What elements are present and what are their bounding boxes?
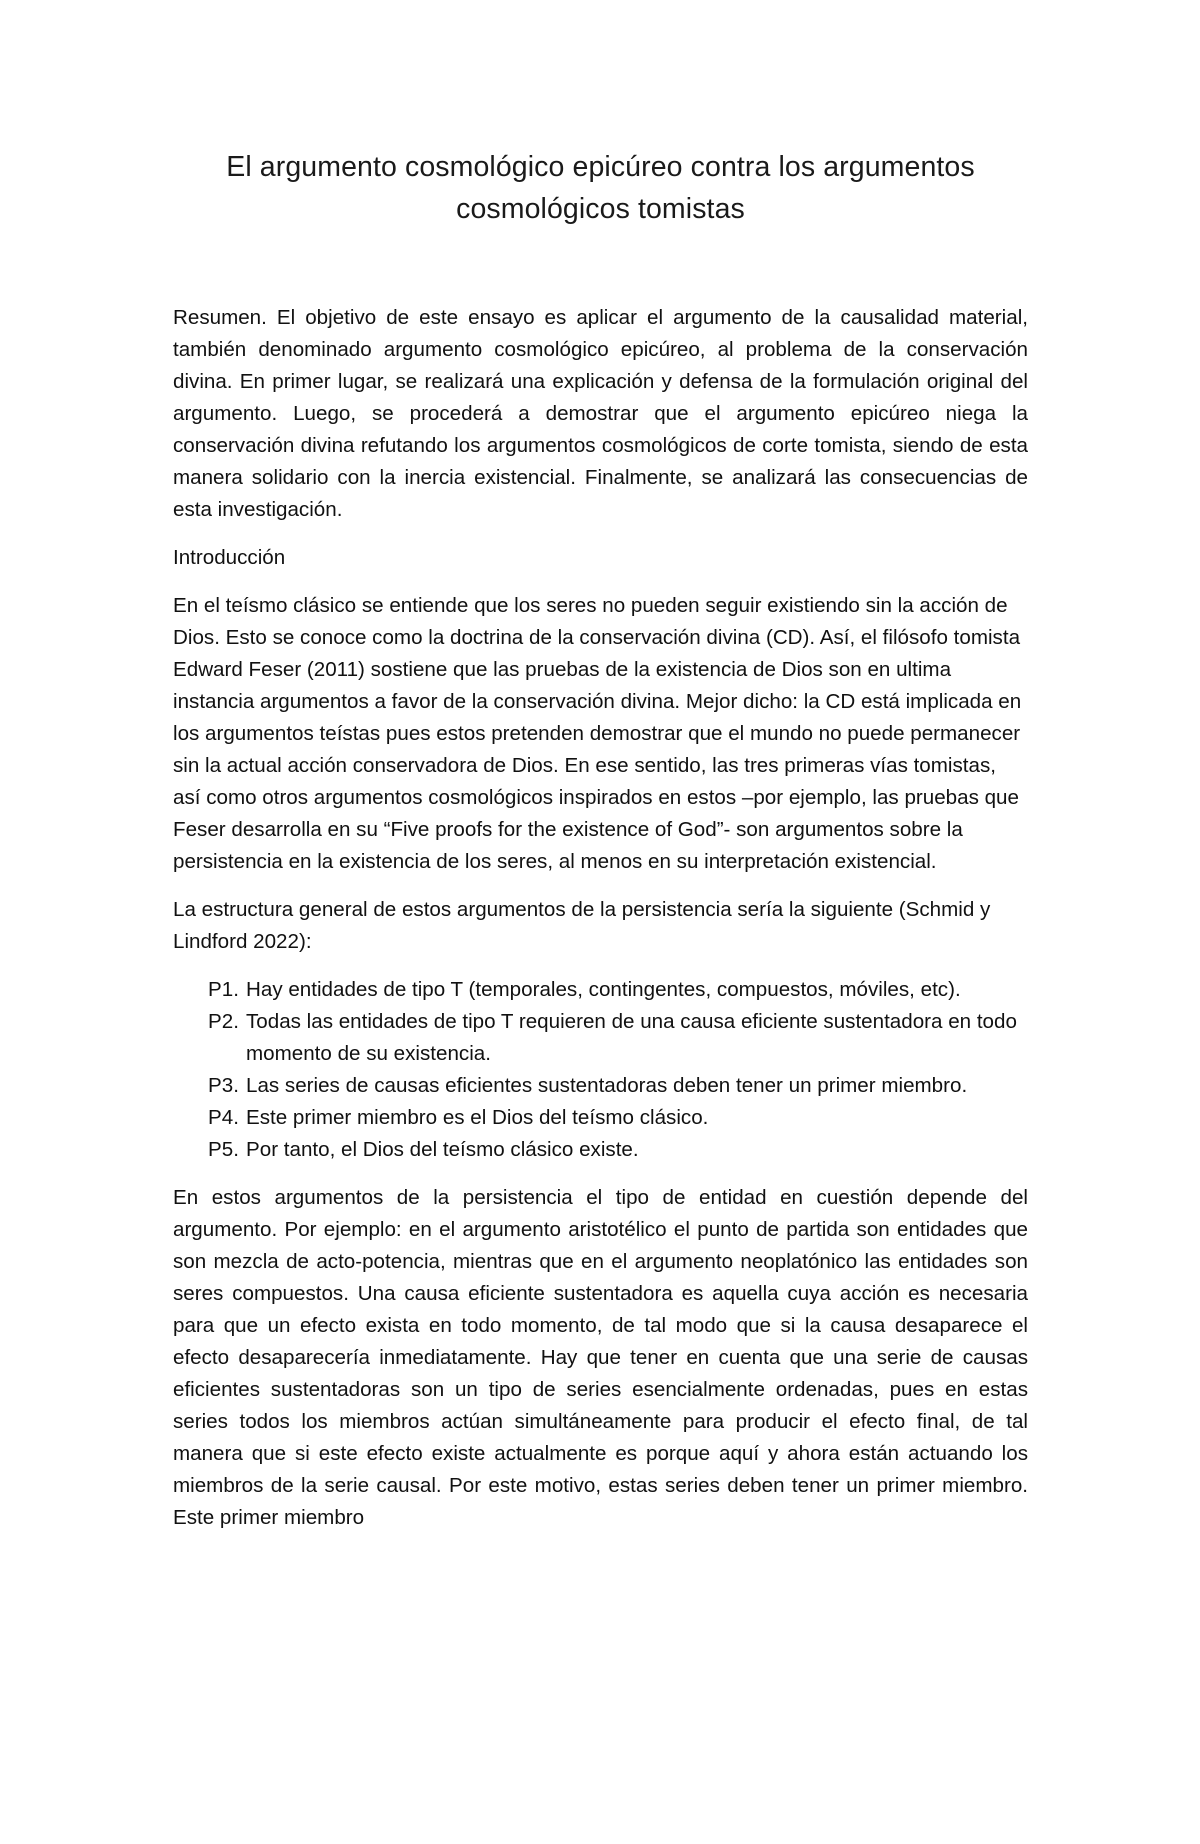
title-line-1: El argumento cosmológico epicúreo contra los argumentos (226, 151, 975, 183)
body-paragraph-3: En estos argumentos de la persistencia el tipo de entidad en cuestión depende del argumento. Por ejemplo: en el argumento aristotélico el punto de partida son entidades que son mezcla de acto-potencia, mientras que en el argumento neoplatónico las entidades son seres compuestos. Una causa eficiente sustentadora es aquella cuya acción es necesaria para que un efecto exista en todo momento, de tal modo que si la causa desaparece el efecto desaparecería inmediatamente. Hay que tener en cuenta que una serie de causas eficientes sustentadoras son un tipo de series esencialmente ordenadas, pues en estas series todos los miembros actúan simultáneamente para producir el efecto final, de tal manera que si este efecto existe actualmente es porque aquí y ahora están actuando los miembros de la serie causal. Por este motivo, estas series deben tener un primer miembro. Este primer miembro (173, 1186, 1028, 1529)
premise-item (208, 974, 1028, 1006)
premise-text: Las series de causas eficientes sustentadoras deben tener un primer miembro. (246, 1074, 968, 1097)
document-title (173, 146, 1028, 230)
premise-list (173, 974, 1028, 1166)
document-page (0, 146, 1200, 1844)
title-line-2: cosmológicos tomistas (456, 193, 745, 225)
premise-number: P5. (208, 1138, 239, 1161)
premise-number: P4. (208, 1106, 239, 1129)
premise-text: Por tanto, el Dios del teísmo clásico existe. (246, 1138, 639, 1161)
abstract-paragraph: Resumen. El objetivo de este ensayo es aplicar el argumento de la causalidad material, también denominado argumento cosmológico epicúreo, al problema de la conservación divina. En primer lugar, se realizará una explicación y defensa de la formulación original del argumento. Luego, se procederá a demostrar que el argumento epicúreo niega la conservación divina refutando los argumentos cosmológicos de corte tomista, siendo de esta manera solidario con la inercia existencial. Finalmente, se analizará las consecuencias de esta investigación. (173, 306, 1028, 521)
premise-number: P2. (208, 1010, 239, 1033)
section-heading-introduction: Introducción (173, 546, 286, 569)
premise-text: Este primer miembro es el Dios del teísmo clásico. (246, 1106, 709, 1129)
premise-number: P3. (208, 1074, 239, 1097)
premise-text: Hay entidades de tipo T (temporales, contingentes, compuestos, móviles, etc). (246, 978, 961, 1001)
premise-item (208, 1006, 1028, 1070)
premise-number: P1. (208, 978, 239, 1001)
premise-text: Todas las entidades de tipo T requieren de una causa eficiente sustentadora en todo momento de su existencia. (246, 1010, 1017, 1065)
premise-item (208, 1070, 1028, 1102)
premise-item (208, 1134, 1028, 1166)
body-paragraph-2: La estructura general de estos argumentos de la persistencia sería la siguiente (Schmid y Lindford 2022): (173, 898, 991, 953)
premise-item (208, 1102, 1028, 1134)
body-paragraph-1: En el teísmo clásico se entiende que los seres no pueden seguir existiendo sin la acción de Dios. Esto se conoce como la doctrina de la conservación divina (CD). Así, el filósofo tomista Edward Feser (2011) sostiene que las pruebas de la existencia de Dios son en ultima instancia argumentos a favor de la conservación divina. Mejor dicho: la CD está implicada en los argumentos teístas pues estos pretenden demostrar que el mundo no puede permanecer sin la actual acción conservadora de Dios. En ese sentido, las tres primeras vías tomistas, así como otros argumentos cosmológicos inspirados en estos –por ejemplo, las pruebas que Feser desarrolla en su “Five proofs for the existence of God”- son argumentos sobre la persistencia en la existencia de los seres, al menos en su interpretación existencial. (173, 594, 1022, 873)
